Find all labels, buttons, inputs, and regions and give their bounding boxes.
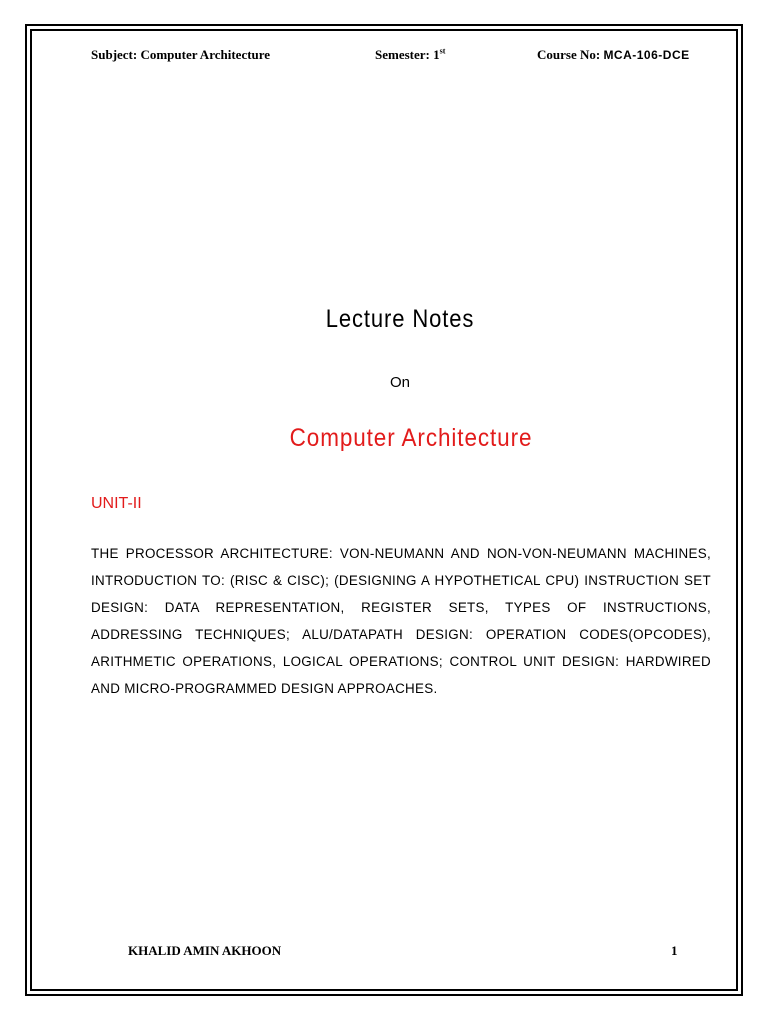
page-header (0, 47, 768, 69)
page-title: Lecture Notes (325, 305, 475, 333)
footer-author: KHALID AMIN AKHOON (128, 943, 282, 958)
title-connector: On (389, 374, 410, 391)
unit-heading: UNIT-II (91, 495, 142, 512)
header-semester-label: Semester: 1 (375, 47, 440, 62)
unit-description: THE PROCESSOR ARCHITECTURE: VON-NEUMANN AND NON-VON-NEUMANN MACHINES, INTRODUCTION TO: (RISC & CISC); (DESIGNING A HYPOTHETICAL CPU) INSTRUCTION SET DESIGN: DATA REPRESENTATION, REGISTER SETS, TYPES OF INSTRUCTIONS, ADDRESSING TECHNIQUES; ALU/DATAPATH DESIGN: OPERATION CODES(OPCODES), ARITHMETIC OPERATIONS, LOGICAL OPERATIONS; CONTROL UNIT DESIGN: HARDWIRED AND MICRO-PROGRAMMED DESIGN APPROACHES. (91, 546, 711, 696)
header-semester (375, 47, 445, 63)
header-semester-suffix: st (439, 46, 446, 56)
header-course (537, 47, 690, 63)
header-course-code: MCA-106-DCE (603, 48, 690, 62)
header-course-label: Course No: (537, 47, 604, 62)
page-number: 1 (671, 943, 678, 958)
header-subject: Subject: Computer Architecture (91, 47, 271, 62)
page-subtitle: Computer Architecture (289, 424, 533, 452)
